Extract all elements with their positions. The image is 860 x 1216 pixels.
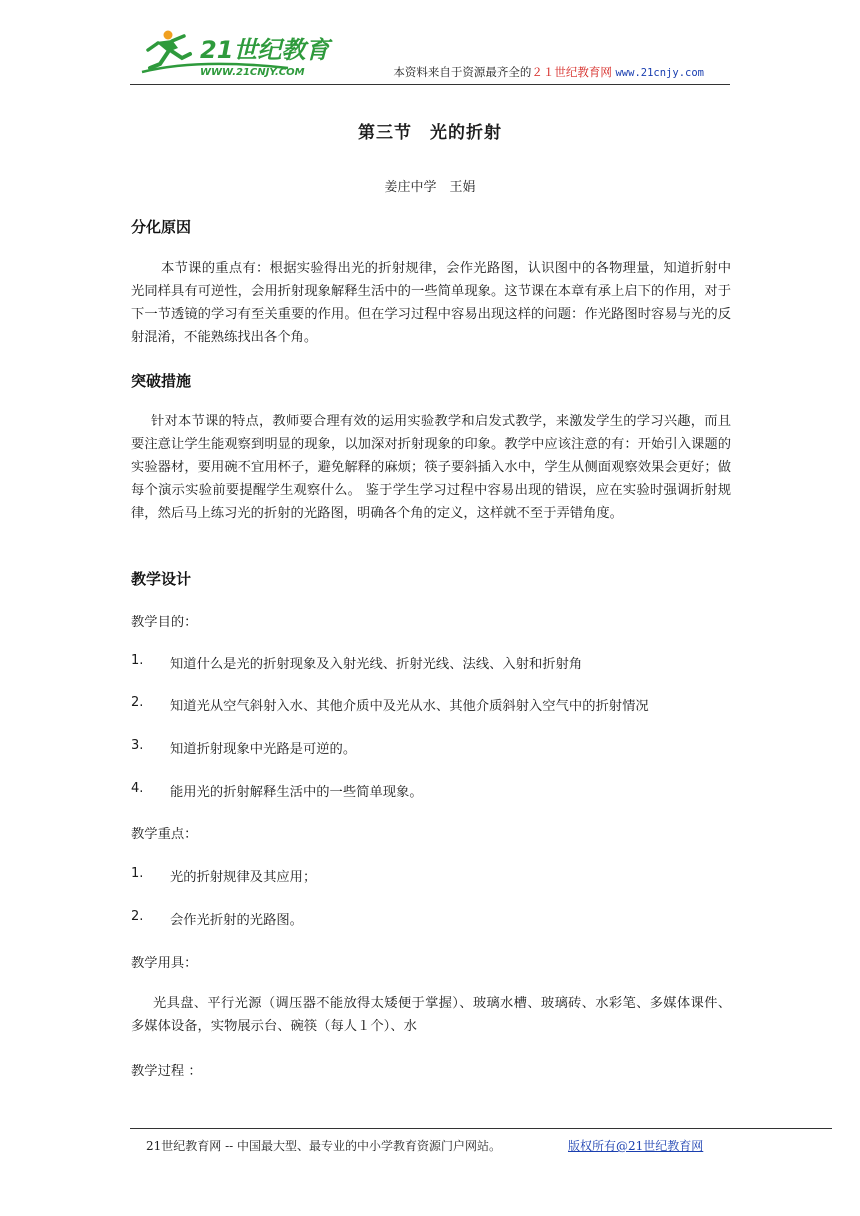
process-label: 教学过程 ： bbox=[131, 1064, 202, 1079]
header-site-name[interactable]: ２１世纪教育网 bbox=[531, 65, 612, 79]
tools-body: 光具盘、平行光源（调压器不能放得太矮便于掌握）、玻璃水槽、玻璃砖、水彩笔、多媒体课件、多媒体设备，实物展示台、碗筷（每人１个）、水 bbox=[131, 996, 731, 1034]
goals-label: 教学目的： bbox=[131, 615, 198, 630]
goal-item: 知道折射现象中光路是可逆的。 bbox=[170, 742, 357, 757]
document-title: 第三节 光的折射 bbox=[358, 123, 502, 143]
tools-label: 教学用具： bbox=[131, 956, 198, 971]
key-points-label: 教学重点： bbox=[131, 827, 198, 842]
goal-item: 知道什么是光的折射现象及入射光线、折射光线、法线、入射和折射角 bbox=[170, 657, 583, 672]
key-point-number: 1. bbox=[131, 866, 144, 881]
page-header bbox=[130, 22, 730, 85]
goal-number: 2. bbox=[131, 695, 144, 710]
key-point-item: 会作光折射的光路图。 bbox=[170, 913, 303, 928]
logo-url: WWW.21CNJY.COM bbox=[200, 67, 305, 78]
goal-item: 能用光的折射解释生活中的一些简单现象。 bbox=[170, 785, 423, 800]
section-heading-causes: 分化原因 bbox=[131, 218, 192, 236]
goal-number: 3. bbox=[131, 738, 144, 753]
header-source-text bbox=[393, 64, 704, 80]
header-prefix: 本资料来自于资源最齐全的 bbox=[393, 65, 532, 79]
site-logo bbox=[138, 28, 338, 80]
key-point-number: 2. bbox=[131, 909, 144, 924]
goal-number: 4. bbox=[131, 781, 144, 796]
goal-item: 知道光从空气斜射入水、其他介质中及光从水、其他介质斜射入空气中的折射情况 bbox=[170, 699, 649, 714]
footer-divider bbox=[130, 1128, 832, 1129]
section-body-causes: 本节课的重点有：根据实验得出光的折射规律，会作光路图，认识图中的各物理量，知道折射中光同样具有可逆性，会用折射现象解释生活中的一些简单现象。这节课在本章有承上启下的作用，对于下一节透镜的学习有至关重要的作用。但在学习过程中容易出现这样的问题：作光路图时容易与光的反射混淆，不能熟练找出各个角。 bbox=[131, 261, 731, 345]
document-author: 姜庄中学 王娟 bbox=[384, 180, 476, 195]
header-url-link[interactable]: www.21cnjy.com bbox=[615, 67, 704, 79]
section-body-measures: 针对本节课的特点，教师要合理有效的运用实验教学和启发式教学，来激发学生的学习兴趣，而且要注意让学生能观察到明显的现象，以加深对折射现象的印象。教学中应该注意的有：开始引入课题的实验器材，要用碗不宜用杯子，避免解释的麻烦；筷子要斜插入水中，学生从侧面观察效果会更好；做每个演示实验前要提醒学生观察什么。 鉴于学生学习过程中容易出现的错误，应在实验时强调折射规律，然后马上练习光的折射的光路图，明确各个角的定义，这样就不至于弄错角度。 bbox=[131, 414, 731, 521]
footer-description: 21世纪教育网 -- 中国最大型、最专业的中小学教育资源门户网站。 bbox=[146, 1139, 502, 1153]
logo-text: 21世纪教育 bbox=[200, 36, 330, 64]
footer-copyright-link[interactable]: 版权所有@21世纪教育网 bbox=[568, 1139, 704, 1153]
goal-number: 1. bbox=[131, 653, 144, 668]
key-point-item: 光的折射规律及其应用； bbox=[170, 870, 317, 885]
section-heading-measures: 突破措施 bbox=[131, 372, 192, 390]
section-heading-design: 教学设计 bbox=[131, 570, 192, 588]
